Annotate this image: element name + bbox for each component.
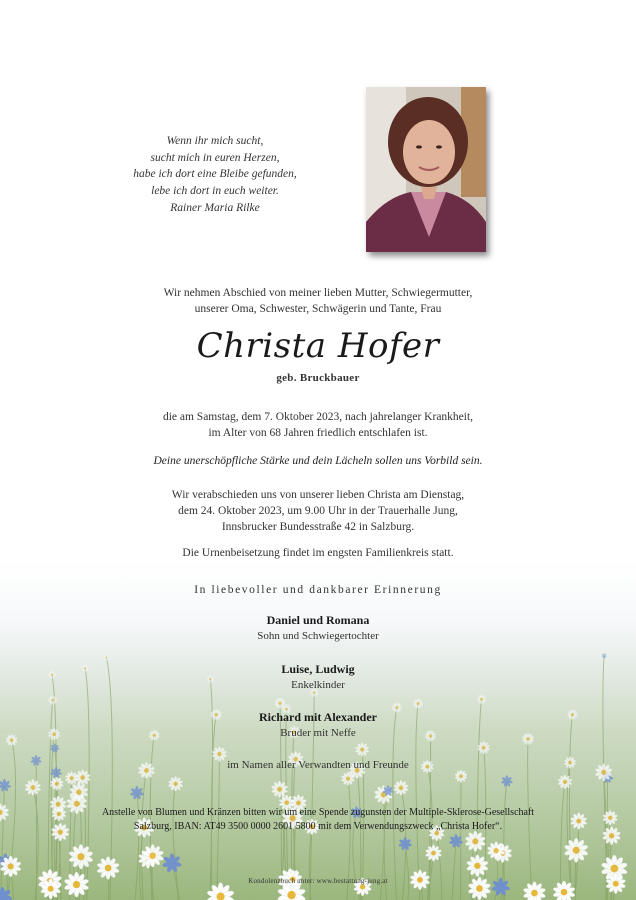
funeral-details <box>0 487 636 535</box>
poem-author: Rainer Maria Rilke <box>170 202 260 214</box>
family-member-relation: Sohn und Schwiegertochter <box>257 630 379 642</box>
closing-line: im Namen aller Verwandten und Freunde <box>227 759 409 771</box>
farewell-intro <box>0 285 636 317</box>
family-member-relation: Enkelkinder <box>291 679 345 691</box>
donation-line: Salzburg, IBAN: AT49 3500 0000 2601 5800 mit dem Verwendungszweck „Christa Hofer“. <box>133 821 503 832</box>
death-notice <box>0 409 636 441</box>
intro-line: Wir nehmen Abschied von meiner lieben Mutter, Schwiegermutter, <box>163 287 473 299</box>
death-line: die am Samstag, dem 7. Oktober 2023, nach jahrelanger Krankheit, <box>162 411 474 423</box>
donation-line: Anstelle von Blumen und Kränzen bitten wir um eine Spende zugunsten der Multiple-Sklerose-Gesellschaft <box>101 807 535 818</box>
urn-note: Die Urnenbeisetzung findet im engsten Familienkreis statt. <box>182 547 454 559</box>
poem-line: sucht mich in euren Herzen, <box>150 151 280 164</box>
family-member-relation: Bruder mit Neffe <box>280 727 356 739</box>
deceased-name: Christa Hofer <box>196 326 440 366</box>
poem-line: habe ich dort eine Bleibe gefunden, <box>133 168 297 180</box>
poem-block <box>120 133 310 217</box>
intro-line: unserer Oma, Schwester, Schwägerin und Tante, Frau <box>194 303 442 315</box>
funeral-line: Innsbrucker Bundesstraße 42 in Salzburg. <box>221 521 415 533</box>
birth-name: geb. Bruckbauer <box>276 372 360 384</box>
memory-heading: In liebevoller und dankbarer Erinnerung <box>194 584 442 596</box>
condolence-link[interactable]: Kondolenzbuch unter: www.bestattung-jung.at <box>248 877 388 885</box>
poem-line: lebe ich dort in euch weiter. <box>151 184 279 197</box>
death-line: im Alter von 68 Jahren friedlich entschlafen ist. <box>208 427 428 439</box>
family-member-name: Daniel und Romana <box>266 613 370 627</box>
family-member-name: Luise, Ludwig <box>281 662 355 676</box>
funeral-line: Wir verabschieden uns von unserer lieben Christa am Dienstag, <box>171 489 465 501</box>
family-member-name: Richard mit Alexander <box>259 710 377 724</box>
funeral-line: dem 24. Oktober 2023, um 9.00 Uhr in der Trauerhalle Jung, <box>178 505 458 517</box>
portrait-photo <box>366 87 486 252</box>
donation-note <box>0 806 636 834</box>
memorial-quote: Deine unerschöpfliche Stärke und dein Lächeln sollen uns Vorbild sein. <box>153 455 483 467</box>
poem-line: Wenn ihr mich sucht, <box>166 135 264 147</box>
